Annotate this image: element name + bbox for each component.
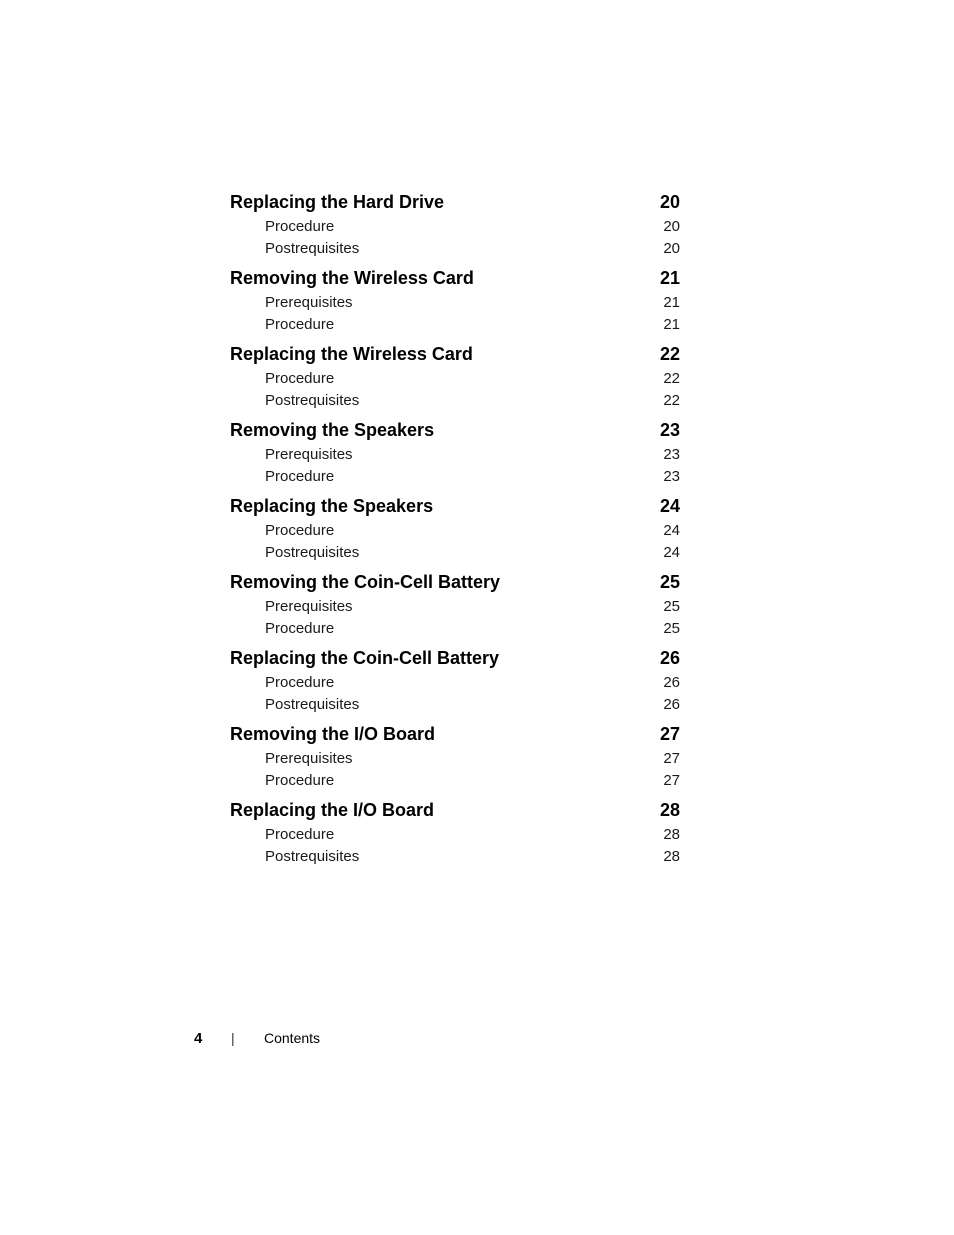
toc-entry[interactable] [230,341,680,368]
toc-subentry[interactable] [230,770,680,792]
toc-section [230,645,680,716]
toc-entry-title: Replacing the Speakers [230,496,434,516]
toc-entry[interactable] [230,265,680,292]
toc-entry[interactable] [230,417,680,444]
toc-subentry-page: 26 [663,696,680,713]
toc-subentry-title: Procedure [265,218,335,235]
footer-page-number: 4 [194,1030,203,1047]
toc-subentry[interactable] [230,520,680,542]
toc-entry[interactable] [230,645,680,672]
toc-subentry-page: 26 [663,674,680,691]
toc-section [230,341,680,412]
toc-subentry-page: 20 [663,218,680,235]
toc-section [230,721,680,792]
toc-subentry[interactable] [230,368,680,390]
toc-subentry[interactable] [230,748,680,770]
toc-entry-title: Replacing the Hard Drive [230,192,445,212]
toc-subentry-page: 28 [663,848,680,865]
toc-entry-page: 24 [659,496,680,516]
toc-subentry-title: Procedure [265,772,335,789]
toc-subentry-title: Postrequisites [265,544,360,561]
toc-subentry-title: Postrequisites [265,392,360,409]
toc-subentry-title: Prerequisites [265,750,353,767]
toc-subentry[interactable] [230,846,680,868]
toc-subentry-title: Postrequisites [265,240,360,257]
toc-subentry-title: Procedure [265,370,335,387]
footer-section-label: Contents [264,1030,321,1046]
toc-subentry[interactable] [230,216,680,238]
page-footer [0,1030,954,1052]
toc-entry-title: Replacing the Wireless Card [230,344,473,364]
toc-subentry-title: Procedure [265,316,335,333]
toc-subentry[interactable] [230,542,680,564]
toc-entry-page: 20 [659,192,680,212]
toc-subentry[interactable] [230,292,680,314]
toc-subentry-title: Procedure [265,620,335,637]
toc-entry-title: Removing the Wireless Card [230,268,474,288]
toc-subentry-page: 25 [663,598,680,615]
toc-subentry[interactable] [230,314,680,336]
toc-subentry-title: Prerequisites [265,446,353,463]
toc-subentry[interactable] [230,466,680,488]
toc-entry-title: Replacing the Coin-Cell Battery [230,648,500,668]
toc-subentry-page: 23 [663,446,680,463]
toc-entry[interactable] [230,797,680,824]
toc-subentry-page: 20 [663,240,680,257]
toc-entry-page: 27 [659,724,680,744]
toc-subentry-page: 28 [663,826,680,843]
toc-subentry-title: Prerequisites [265,294,353,311]
toc-entry-page: 21 [659,268,680,288]
toc-section [230,797,680,868]
toc-subentry-title: Prerequisites [265,598,353,615]
toc-entry-page: 26 [659,648,680,668]
toc-section [230,417,680,488]
toc-subentry[interactable] [230,618,680,640]
toc-section [230,493,680,564]
toc-subentry[interactable] [230,390,680,412]
toc-subentry-page: 22 [663,370,680,387]
toc-section [230,265,680,336]
toc-subentry-page: 24 [663,544,680,561]
toc-subentry-title: Procedure [265,674,335,691]
toc-subentry-page: 27 [663,772,680,789]
toc-subentry-title: Postrequisites [265,848,360,865]
toc-subentry[interactable] [230,672,680,694]
toc-entry-page: 23 [659,420,680,440]
table-of-contents [230,189,680,873]
toc-entry-title: Removing the Coin-Cell Battery [230,572,501,592]
toc-entry-page: 22 [659,344,680,364]
toc-subentry-page: 27 [663,750,680,767]
toc-subentry-page: 22 [663,392,680,409]
toc-entry-title: Removing the Speakers [230,420,435,440]
toc-subentry-page: 23 [663,468,680,485]
toc-subentry[interactable] [230,238,680,260]
footer-separator: | [231,1030,235,1046]
toc-subentry-page: 21 [663,316,680,333]
toc-subentry-title: Procedure [265,522,335,539]
toc-entry[interactable] [230,189,680,216]
toc-subentry[interactable] [230,824,680,846]
toc-subentry[interactable] [230,596,680,618]
toc-subentry[interactable] [230,444,680,466]
toc-subentry-page: 25 [663,620,680,637]
toc-entry-page: 25 [659,572,680,592]
toc-section [230,189,680,260]
toc-subentry[interactable] [230,694,680,716]
toc-section [230,569,680,640]
toc-entry-title: Replacing the I/O Board [230,800,435,820]
toc-entry[interactable] [230,569,680,596]
toc-subentry-title: Procedure [265,826,335,843]
toc-subentry-title: Procedure [265,468,335,485]
toc-entry-page: 28 [659,800,680,820]
toc-subentry-page: 21 [663,294,680,311]
toc-entry[interactable] [230,493,680,520]
toc-subentry-title: Postrequisites [265,696,360,713]
toc-subentry-page: 24 [663,522,680,539]
toc-entry-title: Removing the I/O Board [230,724,436,744]
toc-entry[interactable] [230,721,680,748]
